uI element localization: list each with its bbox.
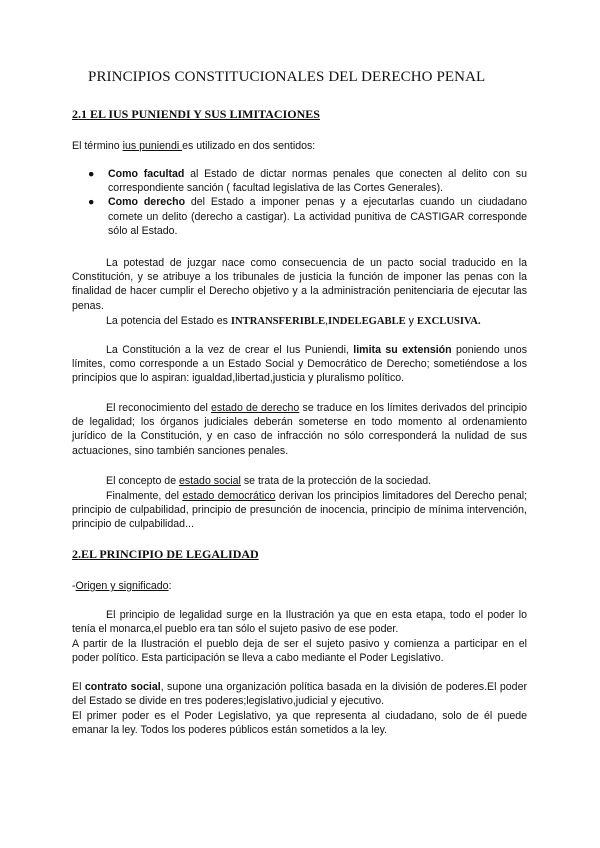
derecho-text-b: se traduce en los límites derivados del principio de legalidad; los órganos judiciales deberán someterse en todo momento al ordenamiento jurídico de la Constitución, y en caso de infracción no sólo corresponderá la nulidad de sus actuaciones, sino también sanciones penales. (72, 402, 527, 457)
potencia-comma: , (325, 315, 329, 327)
intro-text-b: es utilizado en dos sentidos: (182, 140, 316, 152)
democratico-text-a: Finalmente, del (106, 490, 183, 502)
paragraph-contrato-social (72, 680, 527, 708)
paragraph-potestad: La potestad de juzgar nace como consecuencia de un pacto social traducido en la Constitución, y se atribuye a los tribunales de justicia la función de imponer las penas con la finalidad de hacer cumplir el Derecho objetivo y a la administración penitenciaria de ejecutar las penas. (72, 257, 527, 312)
contrato-bold: contrato social (84, 681, 161, 693)
list-item-facultad (72, 167, 527, 195)
social-text-a: El concepto de (106, 475, 180, 487)
origen-dash: - (72, 580, 76, 592)
origen-colon: : (168, 580, 172, 592)
bullet1-text: al Estado de dictar normas penales que conecten al delito con su correspondiente sanción ( facultad legislativa de las Cortes Generales). (108, 168, 527, 195)
section-heading-ius-puniendi: 2.1 EL IUS PUNIENDI Y SUS LIMITACIONES (72, 107, 320, 121)
bullet2-text: del Estado a imponer penas y a ejecutarlas cuando un ciudadano comete un delito (derecho a castigar). La actividad punitiva de CASTIGAR corresponde sólo al Estado. (108, 196, 528, 237)
section-heading-legalidad: 2.EL PRINCIPIO DE LEGALIDAD (72, 547, 259, 561)
constitucion-text-b: poniendo unos límites, como corresponde a un Estado Social y Democrático de Derecho; sometiéndose a los principios que lo aspiran: igualdad,libertad,justicia y pluralismo político. (72, 344, 527, 385)
potencia-text-a: La potencia del Estado es (106, 315, 231, 327)
social-text-b: se trata de la protección de la sociedad. (240, 475, 432, 487)
estado-de-derecho-term: estado de derecho (211, 402, 300, 414)
intro-paragraph (72, 139, 527, 153)
paragraph-estado-social (72, 474, 527, 488)
bullet-dot-icon: ● (88, 168, 95, 180)
bullet1-bold: Como facultad (108, 168, 185, 180)
constitucion-bold: limita su extensión (353, 344, 452, 356)
subheading-origen (72, 579, 527, 593)
paragraph-estado-de-derecho (72, 401, 527, 458)
potencia-y: y (405, 315, 417, 327)
potencia-indelegable: INDELEGABLE (328, 316, 406, 327)
derecho-text-a: El reconocimiento del (106, 402, 212, 414)
contrato-text-a: El (72, 681, 85, 693)
paragraph-estado-democratico (72, 489, 527, 532)
potencia-exclusiva: EXCLUSIVA. (416, 316, 481, 327)
democratico-text-b: derivan los principios limitadores del Derecho penal; principio de culpabilidad, principio de presunción de inocencia, principio de mínima intervención, principio de culpabilidad... (72, 490, 528, 531)
contrato-text-b: , supone una organización política basada en la división de poderes.El poder del Estado se divide en tres poderes;legislativo,judicial y ejecutivo. (72, 681, 527, 708)
intro-text-a: El término (72, 140, 123, 152)
bullet-list (72, 167, 527, 238)
paragraph-ilustracion: El principio de legalidad surge en la Ilustración ya que en esta etapa, todo el poder lo tenía el monarca,el pueblo era tan sólo el sujeto pasivo de ese poder. (72, 609, 527, 636)
document-title: PRINCIPIOS CONSTITUCIONALES DEL DERECHO PENAL (88, 69, 486, 85)
estado-social-term: estado social (179, 475, 241, 487)
ius-puniendi-term: ius puniendi (122, 140, 183, 152)
origen-term: Origen y significado (75, 580, 169, 592)
potencia-intransferible: INTRANSFERIBLE (230, 316, 326, 327)
paragraph-participacion: A partir de la Ilustración el pueblo deja de ser el sujeto pasivo y comienza a participar en el poder político. Esta participación se lleva a cabo mediante el Poder Legislativo. (72, 638, 527, 665)
paragraph-constitucion (72, 343, 527, 386)
estado-democratico-term: estado democrático (182, 490, 276, 502)
bullet2-bold: Como derecho (108, 196, 186, 209)
bullet-dot-icon: ● (88, 196, 95, 209)
constitucion-text-a: La Constitución a la vez de crear el Ius Puniendi, (106, 344, 354, 356)
paragraph-potencia (72, 314, 527, 329)
list-item-derecho (72, 195, 527, 238)
paragraph-poder-legislativo: El primer poder es el Poder Legislativo, ya que representa al ciudadano, solo de él puede emanar la ley. Todos los poderes públicos están sometidos a la ley. (72, 710, 527, 737)
